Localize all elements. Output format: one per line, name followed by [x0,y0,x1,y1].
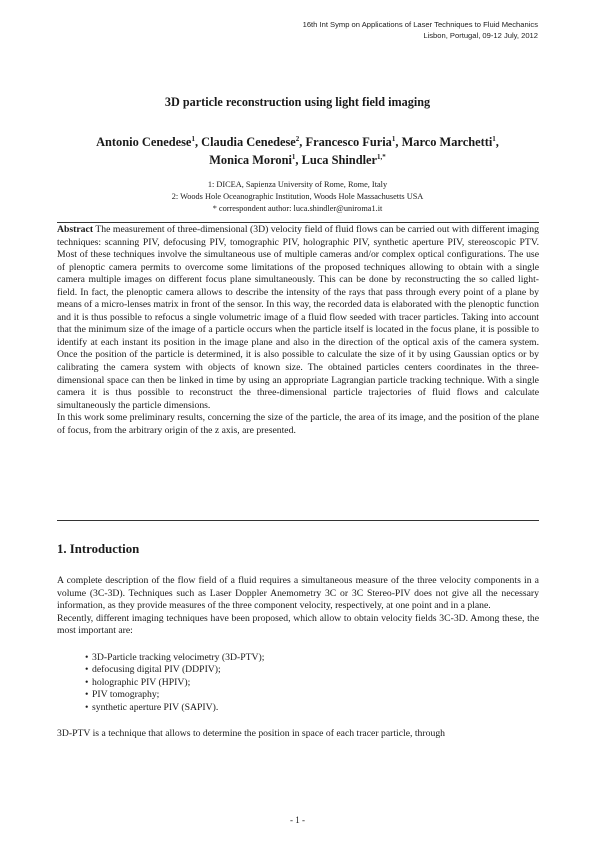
abstract-paragraph: In this work some preliminary results, concerning the size of the particle, the area of its image, and the position of the plane of focus, from the arbitrary origin of the z axis, are presented. [57,412,539,436]
affiliation-1: 1: DICEA, Sapienza University of Rome, Rome, Italy [207,180,388,189]
body-paragraph: 3D-PTV is a technique that allows to determine the position in space of each tracer particle, through [57,728,446,740]
running-header-conference: 16th Int Symp on Applications of Laser Techniques to Fluid Mechanics [302,20,538,29]
abstract-paragraph [57,224,539,412]
paper-title: 3D particle reconstruction using light field imaging [164,95,431,109]
author-name: Marco Marchetti [401,135,493,149]
list-item: • 3D-Particle tracking velocimetry (3D-PTV); [85,651,265,663]
affiliation-2: 2: Woods Hole Oceanographic Institution, Woods Hole Massachusetts USA [171,192,424,201]
author-separator: , [495,135,499,149]
author-separator: , [295,153,302,167]
list-item: • PIV tomography; [85,689,160,701]
author-name: Monica Moroni [209,153,292,167]
author-separator: , [395,135,402,149]
author-name: Claudia Cenedese [201,135,296,149]
abstract-bottom-rule [57,520,539,521]
author-list [0,133,595,169]
bullet-icon: • [85,689,89,701]
running-header-location: Lisbon, Portugal, 09-12 July, 2012 [423,31,538,40]
bullet-icon: • [85,651,89,663]
list-item: • synthetic aperture PIV (SAPIV). [85,701,219,713]
affiliation-corresponding: * correspondent author: luca.shindler@uniroma1.it [212,204,383,213]
abstract-text: The measurement of three-dimensional (3D) velocity field of fluid flows can be carried out with different imaging techniques: scanning PIV, defocusing PIV, tomographic PIV, holographic PIV, synthetic aperture PIV, stereoscopic PTV. Most of these techniques involve the simultaneous use of multiple cameras and/or complex optical configurations. The use of plenoptic camera permits to overcome some limitations of the proposed techniques allowing to obtain with a single camera multiple images on different focus plane simultaneously. This can be done by reconstructing the so called light-field. In fact, the plenoptic camera allows to describe the intensity of the rays that pass through every point of a plane by means of a micro-lenses matrix in front of the sensor. In this way, the recorded data is elaborated with the plenoptic function and it is thus possible to refocus a single volumetric image of a fluid flow seeded with tracer particles. Taking into account that the minimum size of the image of a particle occurs when the particle itself is located in the focus plane, it is possible to identify at each instant its position in the image plane and also in the direction of the optical axis of the camera system. Once the position of the particle is determined, it is also possible to calculate the size of it by using Gaussian optics or by calibrating the camera system with objects of known size. The obtained particles centers coordinates in the three-dimensional space can then be linked in time by using an appropriate Lagrangian particle tracking technique. With a single camera it is thus possible to reconstruct the three-dimensional particle trajectories of fluid flows and calculate simultaneously the particle dimensions. [57,224,539,411]
abstract-top-rule [57,222,539,223]
author-affiliation-mark: 1 [492,135,496,143]
author-name: Francesco Furia [305,135,392,149]
author-separator: , [299,135,306,149]
author-affiliation-mark: 1 [191,135,195,143]
technique-list [57,652,539,715]
bullet-icon: • [85,701,89,713]
abstract-block [57,224,539,437]
bullet-icon: • [85,676,89,688]
list-item: • holographic PIV (HPIV); [85,676,191,688]
list-item: • defocusing digital PIV (DDPIV); [85,664,221,676]
bullet-icon: • [85,664,89,676]
body-paragraph: Recently, different imaging techniques have been proposed, which allow to obtain velocity fields 3C-3D. Among these, the most important are: [57,612,539,637]
author-name: Luca Shindler [301,153,378,167]
body-paragraph: A complete description of the flow field of a fluid requires a simultaneous measure of the three velocity components in a volume (3C-3D). Techniques such as Laser Doppler Anemometry 3C or 3C Stereo-PIV does not give all the necessary information, as they provide measures of the three component velocity, respectively, at one point and in a plane. [57,575,539,612]
author-separator: , [194,135,202,149]
author-affiliation-mark: 1 [391,135,396,143]
abstract-label: Abstract [57,224,94,235]
section-heading: 1. Introduction [57,542,140,556]
author-line-2 [0,151,595,169]
author-name: Antonio Cenedese [96,135,192,149]
author-affiliation-mark: 2 [295,135,300,143]
page-number: - 1 - [290,815,305,825]
author-affiliation-mark: 1 [291,153,296,161]
author-line-1 [0,133,595,151]
section-body [57,575,539,741]
author-affiliation-mark: 1,* [377,153,386,161]
